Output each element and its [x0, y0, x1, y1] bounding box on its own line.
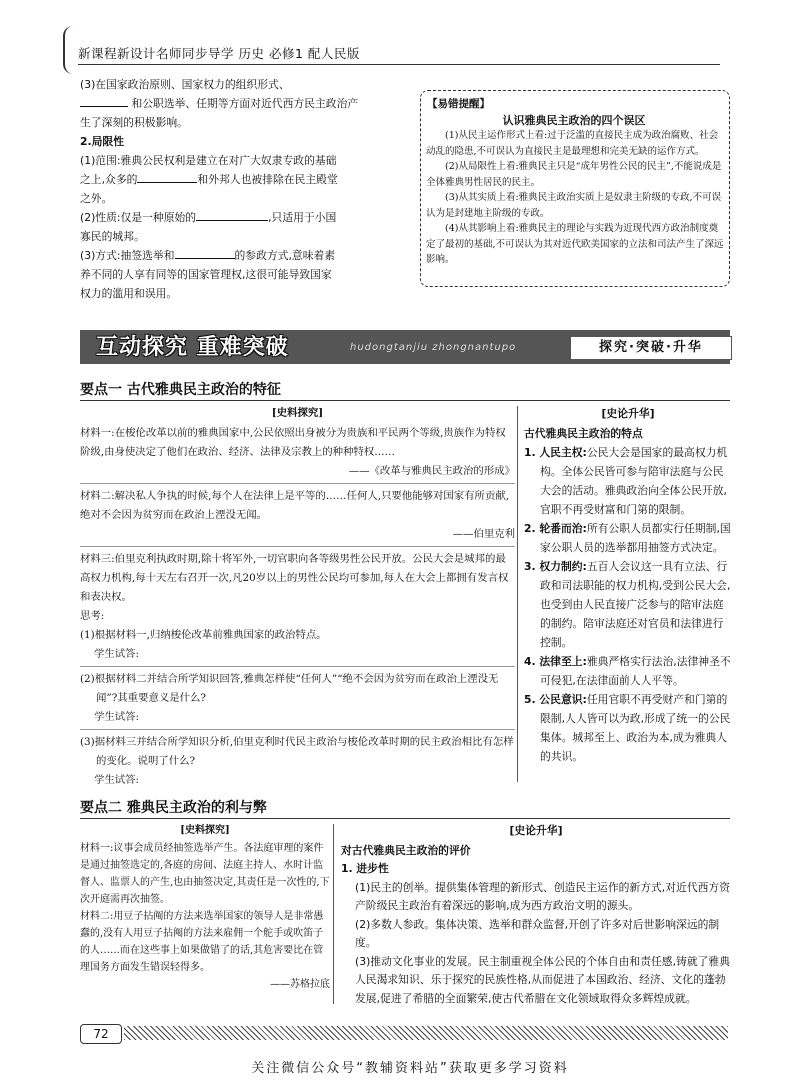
- divider: [80, 546, 515, 547]
- text-line: 寡民的城邦。: [80, 230, 145, 243]
- fill-blank: [137, 170, 197, 183]
- divider: [80, 483, 515, 484]
- section1-materials: [80, 404, 515, 790]
- page-number: 72: [80, 1024, 122, 1044]
- question-2: (2)根据材料二并结合所学知识回答,雅典怎样使“任何人”“绝不会因为贫穷而在政治上湮没无闻”?其重要意义是什么?: [80, 673, 499, 704]
- material-3: 材料三:伯里克利执政时期,除十将军外,一切官职向各等级男性公民开放。公民大会是城邦的最高权力机构,每十天左右召开一次,凡20岁以上的男性公民均可参加,每人在大会上都拥有发言权和表决权。: [80, 553, 509, 603]
- text-line: 养不同的人享有同等的国家管理权,这很可能导致国家: [80, 268, 332, 281]
- material-2: 材料二:用豆子拈阄的方法来选举国家的领导人是非常愚蠢的,没有人用豆子拈阄的方法来雇佣一个舵手或吹笛子的人……而在这些事上如果做错了的话,其危害要比在管理国务方面发生错误轻得多。: [80, 911, 324, 973]
- footer-pattern: [124, 1026, 728, 1040]
- subsection-title: 1. 进步性: [341, 862, 389, 875]
- section2-rule: [80, 818, 730, 819]
- analysis-heading: [史论升华]: [509, 824, 563, 837]
- section2-title: 要点二 雅典民主政治的利与弊: [80, 800, 267, 816]
- text-line: 生了深刻的积极影响。: [80, 116, 188, 129]
- text-line: 之上,众多的 和外邦人也被排除在民主殿堂: [80, 170, 425, 189]
- text-line: 之外。: [80, 192, 113, 205]
- tip-title: 认识雅典民主政治的四个误区: [502, 114, 646, 127]
- point-item: 5. 公民意识:任用官职不再受财产和门第的限制,人人皆可以为政,形成了统一的公民集体。城邦至上、政治为本,成为雅典人的共识。: [524, 693, 731, 763]
- tip-item: (3)从其实质上看:雅典民主政治实质上是奴隶主阶级的专政,不可误认为是封建地主阶级的专政。: [426, 192, 722, 219]
- section1-title: 要点一 古代雅典民主政治的特征: [80, 382, 281, 398]
- running-header: 新课程新设计名师同步导学 历史 必修1 配人民版: [78, 46, 360, 61]
- tip-body: [426, 128, 724, 268]
- section2-analysis: [341, 822, 731, 1008]
- fill-blank: [80, 94, 128, 107]
- fill-blank: [175, 246, 235, 259]
- point-item: 2. 轮番而治:所有公职人员都实行任期制,国家公职人员的选举都用抽签方式决定。: [524, 522, 731, 554]
- point-item: 4. 法律至上:雅典严格实行法治,法律神圣不可侵犯,在法律面前人人平等。: [524, 655, 731, 687]
- tip-item: (1)从民主运作形式上看:过于泛滥的直接民主成为政治腐败、社会动乱的隐患,不可误认为直接民主是最理想和完美无缺的运作方式。: [426, 130, 719, 157]
- materials-heading: [史料探究]: [271, 407, 324, 419]
- point-item: 1. 人民主权:公民大会是国家的最高权力机构。全体公民皆可参与陪审法庭与公民大会的活动。雅典政治向全体公民开放,官职不再受财富和门第的限制。: [524, 446, 728, 516]
- answer-label: 学生试答:: [94, 711, 140, 723]
- banner-title: 互动探究 重难突破: [96, 335, 289, 360]
- material-2: 材料二:解决私人争执的时候,每个人在法律上是平等的……任何人,只要他能够对国家有所贡献,绝对不会因为贫穷而在政治上湮没无闻。: [80, 490, 510, 521]
- column-divider: [333, 824, 334, 1004]
- text-line: 和公职选举、任期等方面对近代西方民主政治产: [80, 94, 425, 113]
- materials-heading: [史料探究]: [180, 825, 230, 836]
- column-divider: [517, 406, 518, 782]
- analysis-title: 对古代雅典民主政治的评价: [341, 843, 471, 857]
- analysis-heading: [史论升华]: [601, 407, 655, 420]
- text-line: (3)方式:抽签选举和 的参政方式,意味着素: [80, 246, 425, 265]
- tip-item: (2)从局限性上看:雅典民主只是“成年男性公民的民主”,不能说成是全体雅典男性居民的民主。: [426, 161, 722, 188]
- section1-analysis: [524, 404, 732, 766]
- footer-note: 关注微信公众号“教辅资料站”获取更多学习资料: [251, 1061, 569, 1076]
- subsection-title: 2.局限性: [80, 135, 125, 148]
- question-3: (3)据材料三并结合所学知识分析,伯里克利时代民主政治与梭伦改革时期的民主政治相比有怎样的变化。说明了什么?: [80, 736, 514, 767]
- evaluation-item: (1)民主的创举。提供集体管理的新形式、创造民主运作的新方式,对近代西方资产阶级民主政治有着深远的影响,成为西方政治文明的源头。: [355, 880, 731, 912]
- evaluation-item: (3)推动文化事业的发展。民主制重视全体公民的个体自由和责任感,铸就了雅典人民渴求知识、乐于探究的民族性格,从而促进了本国政治、经济、文化的蓬勃发展,促进了希腊的全面繁荣,使古代希腊在文化领域取得众多辉煌成就。: [355, 954, 731, 1005]
- answer-label: 学生试答:: [94, 774, 140, 786]
- analysis-title: 古代雅典民主政治的特点: [524, 427, 643, 440]
- top-left-column: [80, 75, 425, 303]
- point-item: 3. 权力制约:五百人会议这一具有立法、行政和司法职能的权力机构,受到公民大会,也受到由人民直接广泛参与的陪审法庭的制约。陪审法庭还对官员和法律进行控制。: [524, 560, 731, 649]
- text-line: 权力的滥用和误用。: [80, 287, 178, 300]
- fill-blank: [196, 208, 268, 221]
- banner-pinyin: hudongtanjiu zhongnantupo: [350, 342, 517, 353]
- material-1: 材料一:在梭伦改革以前的雅典国家中,公民依照出身被分为贵族和平民两个等级,贵族作为特权阶级,由身使决定了他们在政治、经济、法律及宗教上的种种特权……: [80, 427, 506, 458]
- material-1: 材料一:议事会成员经抽签选举产生。各法庭审理的案件是通过抽签选定的,各庭的房间、法庭主持人、水时计监督人、监票人的产生,也由抽签决定,其责任是一次性的,下次开庭需再次抽签。: [80, 843, 330, 905]
- answer-label: 学生试答:: [94, 648, 140, 660]
- text-line: (3)在国家政治原则、国家权力的组织形式、: [80, 78, 290, 91]
- divider: [80, 666, 515, 667]
- tip-item: (4)从其影响上看:雅典民主的理论与实践为近现代西方政治制度奠定了最初的基础,不可误认为其对近代欧美国家的立法和司法产生了深远影响。: [426, 223, 724, 265]
- material-2-source: ——伯里克利: [452, 528, 515, 540]
- evaluation-item: (2)多数人参政。集体决策、选举和群众监督,开创了许多对后世影响深远的制度。: [355, 917, 720, 949]
- think-label: 思考:: [80, 610, 105, 622]
- material-1-source: ——《改革与雅典民主政治的形成》: [348, 465, 515, 477]
- header-rule: [78, 64, 720, 65]
- question-1: (1)根据材料一,归纳梭伦改革前雅典国家的政治特点。: [80, 629, 327, 641]
- tip-badge: 【易错提醒】: [427, 98, 490, 110]
- header-bracket: [63, 26, 79, 74]
- section2-materials: [80, 822, 330, 993]
- section1-rule: [80, 400, 730, 401]
- material-2-source: ——苏格拉底: [270, 979, 330, 990]
- divider: [80, 729, 515, 730]
- text-line: (2)性质:仅是一种原始的 ,只适用于小国: [80, 208, 425, 227]
- banner-slogan: 探究·突破·升华: [570, 336, 732, 360]
- text-line: (1)范围:雅典公民权利是建立在对广大奴隶专政的基础: [80, 154, 337, 167]
